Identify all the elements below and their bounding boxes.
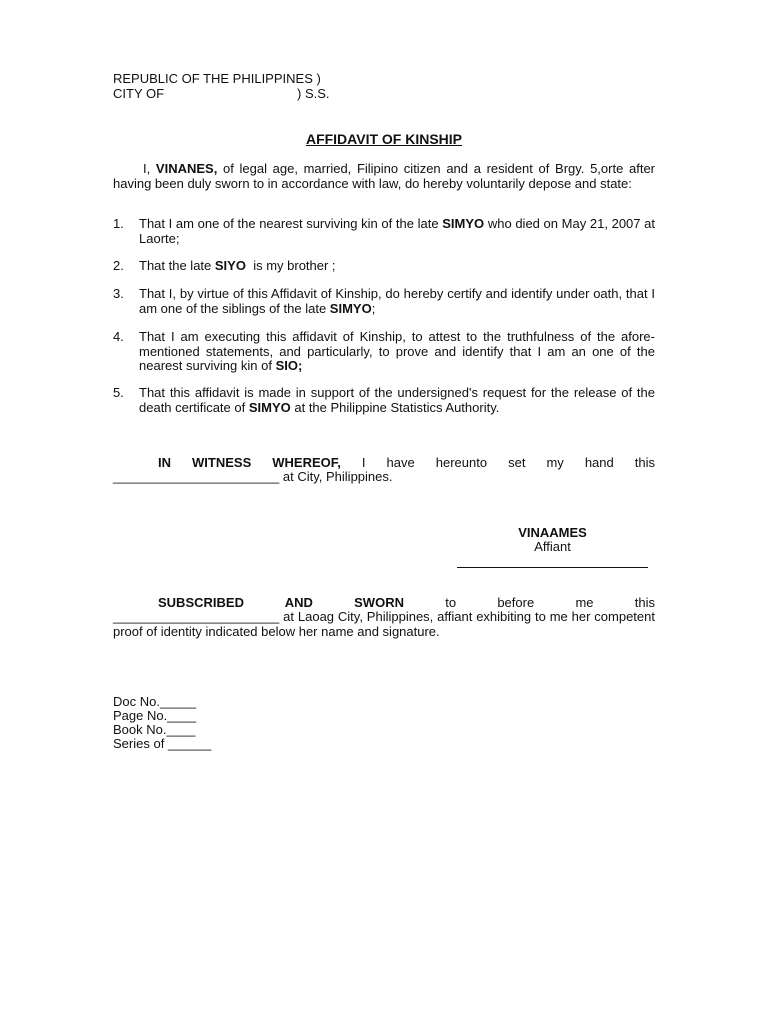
- item-text-a: That the late: [139, 258, 215, 273]
- item-text-bold: SIYO: [214, 258, 246, 273]
- item-text: [139, 259, 655, 274]
- item-number: 4.: [113, 329, 124, 344]
- item-text: [139, 330, 655, 374]
- item-text-bold: SIMYO: [442, 216, 485, 231]
- intro-pre: I,: [143, 161, 156, 176]
- item-number: 5.: [113, 385, 124, 400]
- header-ss: ) S.S.: [297, 86, 330, 101]
- item-text: [139, 287, 655, 316]
- book-number: Book No.____: [113, 722, 196, 737]
- subscribed-date-blank: _______________________: [113, 609, 280, 624]
- document-title: AFFIDAVIT OF KINSHIP: [305, 131, 463, 147]
- item-number: 1.: [113, 216, 124, 231]
- subscribed-body: [113, 610, 655, 639]
- item-text-c: who died on May 21, 2007 at Laorte;: [139, 216, 656, 246]
- header-city: [113, 86, 330, 102]
- header-city-label: CITY OF: [113, 86, 165, 101]
- item-text-bold: SIMYO: [248, 399, 291, 415]
- witness-text-2: at City, Philippines.: [279, 469, 393, 484]
- witness-bold: IN WITNESS WHEREOF,: [158, 455, 341, 470]
- subscribed-text-2: at Laoag City, Philippines, affiant exhibiting to me her competent proof of identity indicated below her name and signature.: [113, 609, 655, 639]
- item-text-a: That I am one of the nearest surviving kin of the late: [139, 216, 443, 231]
- intro-text: of legal age, married, Filipino citizen and a resident of Brgy. 5,orte after having been duly sworn to in accordance with law, do hereby voluntarily depose and state:: [113, 161, 655, 191]
- witness-date-blank: _______________________: [113, 469, 280, 484]
- item-text-c: is my brother ;: [245, 258, 336, 273]
- subscribed-bold: SUBSCRIBED AND SWORN: [158, 595, 404, 610]
- item-text-bold: SIMYO: [329, 300, 372, 316]
- item-text: [139, 217, 655, 246]
- item-text-a: That this affidavit is made in support of the undersigned's request for the release of the death certificate of: [139, 385, 655, 415]
- page-number: Page No.____: [113, 708, 197, 723]
- doc-number: Doc No._____: [113, 694, 197, 709]
- affiant-signature-line: [457, 567, 648, 568]
- affiant-name-intro: VINANES,: [155, 161, 218, 176]
- item-number: 2.: [113, 258, 124, 273]
- item-text-bold: SIO;: [275, 358, 303, 373]
- item-text-a: That I, by virtue of this Affidavit of Kinship, do hereby certify and identify under oath, that I am one of the siblings of the late: [139, 286, 655, 316]
- item-text: [139, 386, 655, 415]
- item-text-c: ;: [371, 300, 376, 316]
- affiant-label: Affiant: [534, 539, 571, 554]
- series-of: Series of ______: [113, 736, 212, 751]
- item-number: 3.: [113, 286, 124, 301]
- witness-line-2: [113, 470, 393, 485]
- intro-paragraph: [113, 162, 655, 191]
- subscribed-text-1: to before me this: [403, 595, 655, 610]
- affiant-name: VINAAMES: [518, 525, 587, 540]
- item-text-a: That I am executing this affidavit of Kinship, to attest to the truthfulness of the afore-mentioned statements, and particularly, to prove and identify that I am an one of the nearest surviving kin of: [139, 329, 655, 373]
- witness-text-1: I have hereunto set my hand this: [340, 455, 655, 470]
- header-republic: REPUBLIC OF THE PHILIPPINES ): [113, 71, 321, 86]
- item-text-c: at the Philippine Statistics Authority.: [290, 399, 500, 415]
